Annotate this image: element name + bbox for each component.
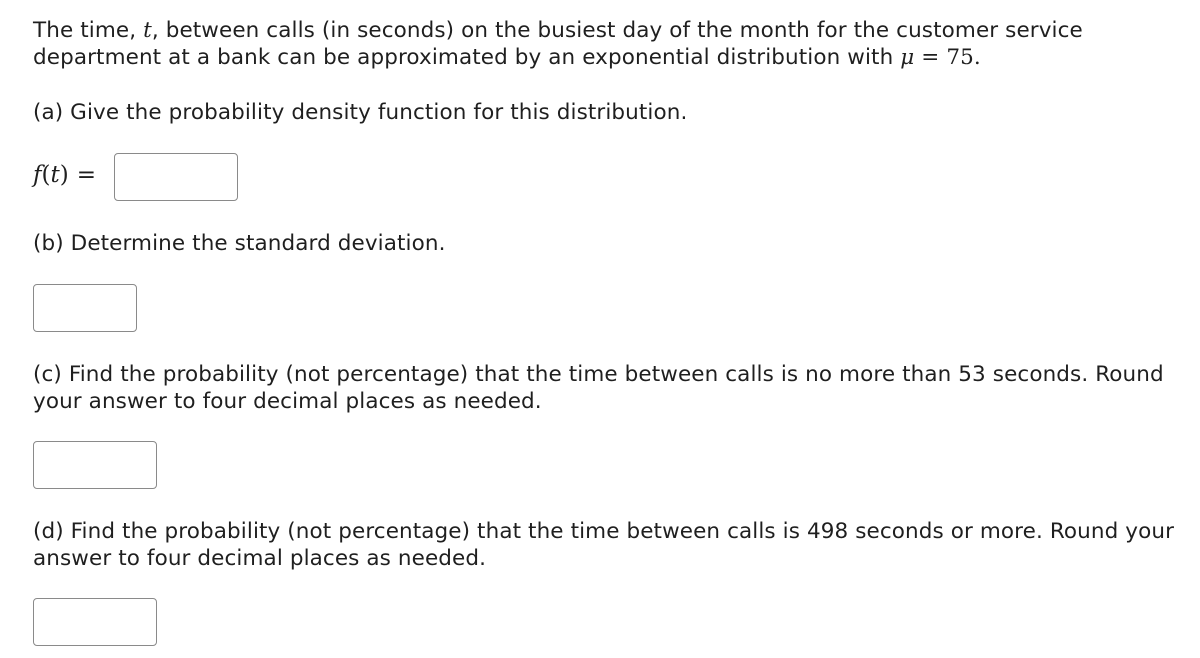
prob-at-most-53-answer-input[interactable]: [34, 442, 156, 488]
intro-line-2: [33, 44, 1083, 71]
prob-at-least-498-answer-input[interactable]: [34, 599, 156, 645]
std-dev-answer-input[interactable]: [34, 285, 136, 331]
part-d-prompt: [33, 518, 1174, 572]
pdf-close-paren: ): [59, 162, 69, 188]
variable-t: t: [143, 18, 152, 43]
prob-at-least-498-answer-box[interactable]: [33, 598, 157, 646]
problem-intro: [33, 17, 1083, 71]
pdf-answer-input[interactable]: [115, 154, 237, 200]
part-c-line-1: (c) Find the probability (not percentage) that the time between calls is no more than 53 seconds. Round: [33, 362, 1164, 387]
part-a-prompt: (a) Give the probability density function for this distribution.: [33, 100, 688, 125]
mu-value: 75.: [946, 45, 981, 70]
pdf-open-paren: (: [41, 162, 51, 188]
pdf-variable: t: [50, 162, 60, 188]
pdf-function-name: f: [33, 162, 42, 188]
pdf-equals: =: [76, 162, 97, 188]
part-c-prompt: [33, 361, 1164, 415]
intro-line2-prefix: department at a bank can be approximated by an exponential distribution with: [33, 45, 901, 70]
part-d-line-2: answer to four decimal places as needed.: [33, 546, 487, 571]
intro-line-1: [33, 17, 1083, 44]
mu-symbol: μ: [900, 45, 915, 70]
intro-line1-prefix: The time,: [33, 18, 144, 43]
std-dev-answer-box[interactable]: [33, 284, 137, 332]
prob-at-most-53-answer-box[interactable]: [33, 441, 157, 489]
pdf-answer-box[interactable]: [114, 153, 238, 201]
pdf-lhs: [33, 160, 96, 190]
mu-equals: =: [914, 45, 947, 70]
part-c-line-2: your answer to four decimal places as needed.: [33, 389, 542, 414]
intro-line1-suffix: , between calls (in seconds) on the busiest day of the month for the customer service: [151, 18, 1083, 43]
part-d-line-1: (d) Find the probability (not percentage) that the time between calls is 498 seconds or more. Round your: [33, 519, 1175, 544]
part-b-prompt: (b) Determine the standard deviation.: [33, 231, 446, 256]
